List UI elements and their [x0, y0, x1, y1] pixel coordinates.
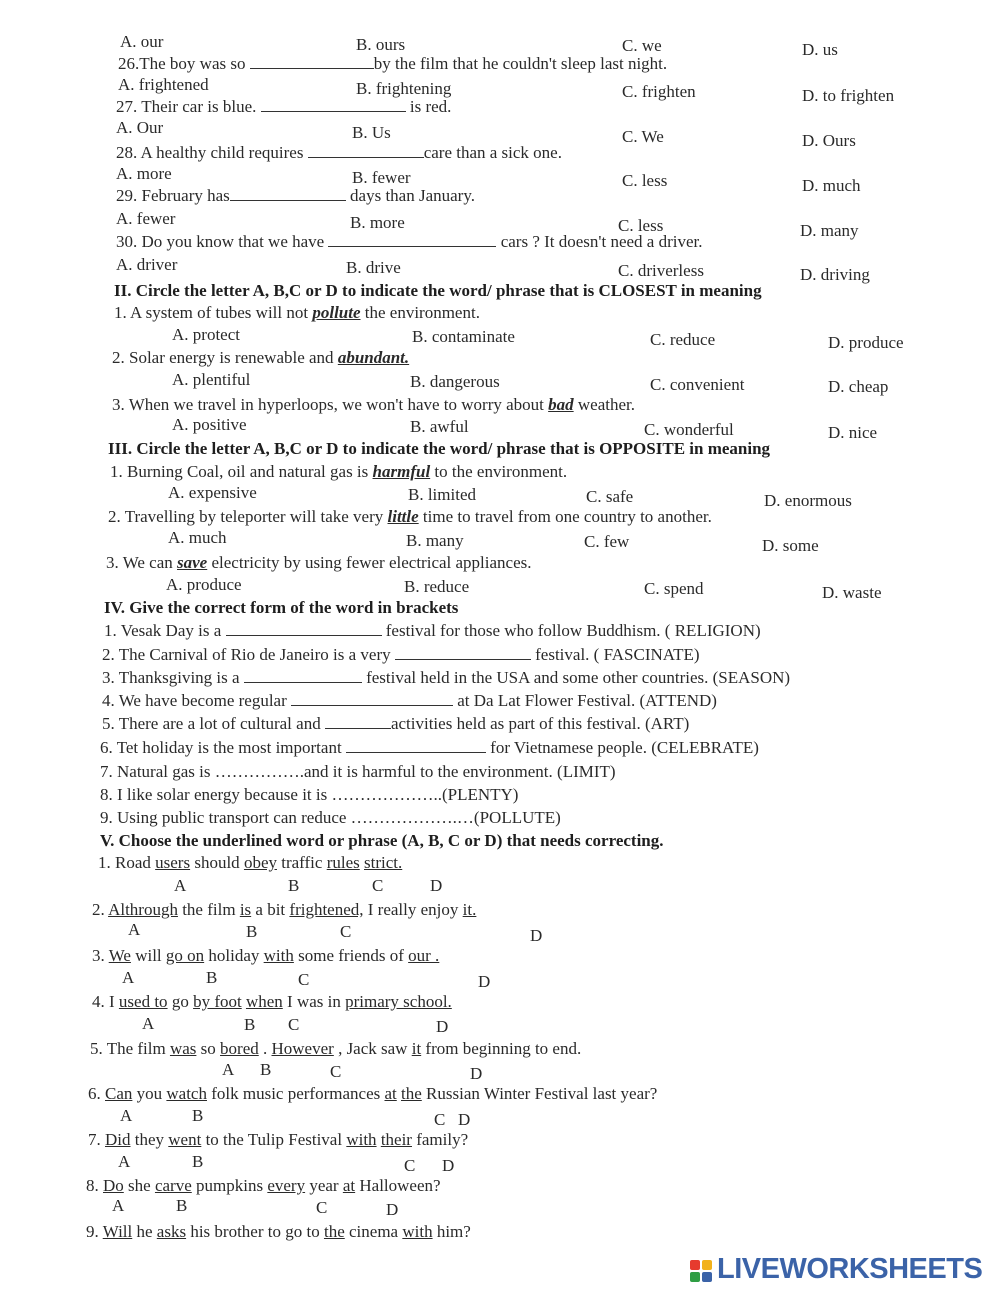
q26-blank: [250, 54, 374, 69]
sec2-q1-option-b: B. contaminate: [412, 327, 515, 346]
q27-option-c: C. We: [622, 127, 664, 146]
q26-option-b: B. frightening: [356, 79, 452, 98]
sec3-q3-option-a: A. produce: [166, 575, 242, 594]
sec2-q2-option-a: A. plentiful: [172, 370, 251, 389]
q28-blank: [308, 143, 424, 158]
liveworksheets-wordmark: LIVEWORKSHEETS: [717, 1253, 983, 1285]
sec5-q3-label-c: C: [298, 970, 310, 989]
sec5-q1-label-d: D: [430, 876, 443, 895]
q30-option-b: B. drive: [346, 258, 401, 277]
sec5-q5-label-a: A: [222, 1060, 235, 1079]
sec5-q6: 6. Can you watch folk music performances at the Russian Winter Festival last year?: [88, 1084, 658, 1103]
sec2-q3-question: 3. When we travel in hyperloops, we won't have to worry about bad weather.: [112, 395, 635, 414]
sec5-q5-label-b: B: [260, 1060, 272, 1079]
sec5-q7-label-c: C: [404, 1156, 416, 1175]
sec5-q1: 1. Road users should obey traffic rules strict.: [98, 853, 403, 872]
sec5-q8-label-c: C: [316, 1198, 328, 1217]
sec2-q2-question: 2. Solar energy is renewable and abundant.: [112, 348, 410, 367]
sec5-q4: 4. I used to go by foot when I was in primary school.: [92, 992, 452, 1011]
sec5-q5-label-d: D: [470, 1064, 483, 1083]
sec4-q1: 1. Vesak Day is a festival for those who follow Buddhism. ( RELIGION): [104, 621, 761, 640]
sec5-q6-label-b: B: [192, 1106, 204, 1125]
q25-option-d: D. us: [802, 40, 838, 59]
sec5-q4-label-b: B: [244, 1015, 256, 1034]
sec5-q7: 7. Did they went to the Tulip Festival with their family?: [88, 1130, 469, 1149]
sec5-q6-label-a: A: [120, 1106, 133, 1125]
sec5-q1-label-b: B: [288, 876, 300, 895]
q30-question: 30. Do you know that we have cars ? It doesn't need a driver.: [116, 232, 703, 251]
liveworksheets-logo: [690, 1252, 990, 1286]
q27-option-d: D. Ours: [802, 131, 856, 150]
sec5-q9: 9. Will he asks his brother to go to the cinema with him?: [86, 1222, 471, 1241]
q28-question: 28. A healthy child requires care than a sick one.: [116, 143, 562, 162]
q26-option-c: C. frighten: [622, 82, 696, 101]
sec2-q3-option-c: C. wonderful: [644, 420, 734, 439]
sec2-q2-option-d: D. cheap: [828, 377, 889, 396]
sec3-q3-option-c: C. spend: [644, 579, 704, 598]
sec4-q7: 7. Natural gas is …………….and it is harmful to the environment. (LIMIT): [100, 762, 616, 781]
sec3-q2-option-c: C. few: [584, 532, 630, 551]
sec2-q2-option-c: C. convenient: [650, 375, 745, 394]
sec3-q3-option-b: B. reduce: [404, 577, 470, 596]
q30-blank: [328, 232, 496, 247]
sec2-q3-option-d: D. nice: [828, 423, 878, 442]
q28-option-a: A. more: [116, 164, 172, 183]
section-5-heading: V. Choose the underlined word or phrase (A, B, C or D) that needs correcting.: [100, 831, 664, 850]
sec3-q1-option-c: C. safe: [586, 487, 634, 506]
q29-question: 29. February has days than January.: [116, 186, 475, 205]
q29-option-b: B. more: [350, 213, 405, 232]
sec5-q6-label-d: D: [458, 1110, 471, 1129]
sec4-q8: 8. I like solar energy because it is ………………..(PLENTY): [100, 785, 519, 804]
sec5-q1-label-c: C: [372, 876, 384, 895]
sec5-q4-label-a: A: [142, 1014, 155, 1033]
q29-blank: [230, 186, 346, 201]
sec5-q8-label-b: B: [176, 1196, 188, 1215]
sec5-q3-label-b: B: [206, 968, 218, 987]
q29-option-a: A. fewer: [116, 209, 176, 228]
sec5-q7-label-b: B: [192, 1152, 204, 1171]
sec5-q4-label-c: C: [288, 1015, 300, 1034]
sec5-q2: 2. Althrough the film is a bit frightened, I really enjoy it.: [92, 900, 477, 919]
sec5-q8-label-a: A: [112, 1196, 125, 1215]
sec4-q3: 3. Thanksgiving is a festival held in the USA and some other countries. (SEASON): [102, 668, 791, 687]
sec5-q3-label-d: D: [478, 972, 491, 991]
section-4-heading: IV. Give the correct form of the word in brackets: [104, 598, 459, 617]
sec3-q1-question: 1. Burning Coal, oil and natural gas is harmful to the environment.: [110, 462, 568, 481]
sec5-q3: 3. We will go on holiday with some friends of our .: [92, 946, 440, 965]
q27-option-b: B. Us: [352, 123, 391, 142]
sec5-q2-label-c: C: [340, 922, 352, 941]
sec2-q3-option-b: B. awful: [410, 417, 469, 436]
q28-option-d: D. much: [802, 176, 861, 195]
sec5-q5-label-c: C: [330, 1062, 342, 1081]
q29-option-c: C. less: [618, 216, 664, 235]
sec4-q2: 2. The Carnival of Rio de Janeiro is a very festival. ( FASCINATE): [102, 645, 700, 664]
sec3-q1-option-b: B. limited: [408, 485, 476, 504]
q30-option-d: D. driving: [800, 265, 870, 284]
q27-option-a: A. Our: [116, 118, 164, 137]
sec3-q3-question: 3. We can save electricity by using fewer electrical appliances.: [106, 553, 532, 572]
sec5-q1-label-a: A: [174, 876, 187, 895]
sec3-q2-question: 2. Travelling by teleporter will take very little time to travel from one country to another.: [108, 507, 712, 526]
sec3-q3-option-d: D. waste: [822, 583, 882, 602]
sec2-q3-option-a: A. positive: [172, 415, 247, 434]
sec3-q2-option-d: D. some: [762, 536, 819, 555]
q25-option-a: A. our: [120, 32, 164, 51]
sec5-q2-label-b: B: [246, 922, 258, 941]
sec5-q4-label-d: D: [436, 1017, 449, 1036]
q26-option-a: A. frightened: [118, 75, 209, 94]
q27-question: 27. Their car is blue. is red.: [116, 97, 452, 116]
sec5-q6-label-c: C: [434, 1110, 446, 1129]
sec2-q1-option-c: C. reduce: [650, 330, 716, 349]
sec5-q3-label-a: A: [122, 968, 135, 987]
sec2-q1-question: 1. A system of tubes will not pollute the environment.: [114, 303, 480, 322]
sec2-q2-option-b: B. dangerous: [410, 372, 500, 391]
sec3-q2-option-b: B. many: [406, 531, 464, 550]
sec5-q5: 5. The film was so bored . However , Jack saw it from beginning to end.: [90, 1039, 582, 1058]
q28-option-b: B. fewer: [352, 168, 411, 187]
sec4-q9: 9. Using public transport can reduce ……………….…(POLLUTE): [100, 808, 561, 827]
sec2-q1-option-d: D. produce: [828, 333, 904, 352]
section-3-heading: III. Circle the letter A, B,C or D to indicate the word/ phrase that is OPPOSITE in meaning: [108, 439, 771, 458]
sec4-q4: 4. We have become regular at Da Lat Flower Festival. (ATTEND): [102, 691, 717, 710]
sec5-q8-label-d: D: [386, 1200, 399, 1219]
q27-blank: [261, 97, 406, 112]
sec5-q8: 8. Do she carve pumpkins every year at Halloween?: [86, 1176, 441, 1195]
q28-option-c: C. less: [622, 171, 668, 190]
q25-option-b: B. ours: [356, 35, 406, 54]
q29-option-d: D. many: [800, 221, 859, 240]
sec4-q5: 5. There are a lot of cultural and activities held as part of this festival. (ART): [102, 714, 690, 733]
sec5-q7-label-a: A: [118, 1152, 131, 1171]
q25-option-c: C. we: [622, 36, 662, 55]
q30-option-c: C. driverless: [618, 261, 704, 280]
sec5-q7-label-d: D: [442, 1156, 455, 1175]
q26-question: 26.The boy was so by the film that he couldn't sleep last night.: [118, 54, 668, 73]
sec5-q2-label-d: D: [530, 926, 543, 945]
sec2-q1-option-a: A. protect: [172, 325, 240, 344]
sec3-q1-option-a: A. expensive: [168, 483, 257, 502]
sec3-q1-option-d: D. enormous: [764, 491, 852, 510]
section-2-heading: II. Circle the letter A, B,C or D to indicate the word/ phrase that is CLOSEST in meaning: [114, 281, 762, 300]
q30-option-a: A. driver: [116, 255, 178, 274]
sec4-q6: 6. Tet holiday is the most important for Vietnamese people. (CELEBRATE): [100, 738, 759, 757]
sec3-q2-option-a: A. much: [168, 528, 227, 547]
liveworksheets-mark-icon: [690, 1260, 714, 1282]
q26-option-d: D. to frighten: [802, 86, 895, 105]
sec5-q2-label-a: A: [128, 920, 141, 939]
